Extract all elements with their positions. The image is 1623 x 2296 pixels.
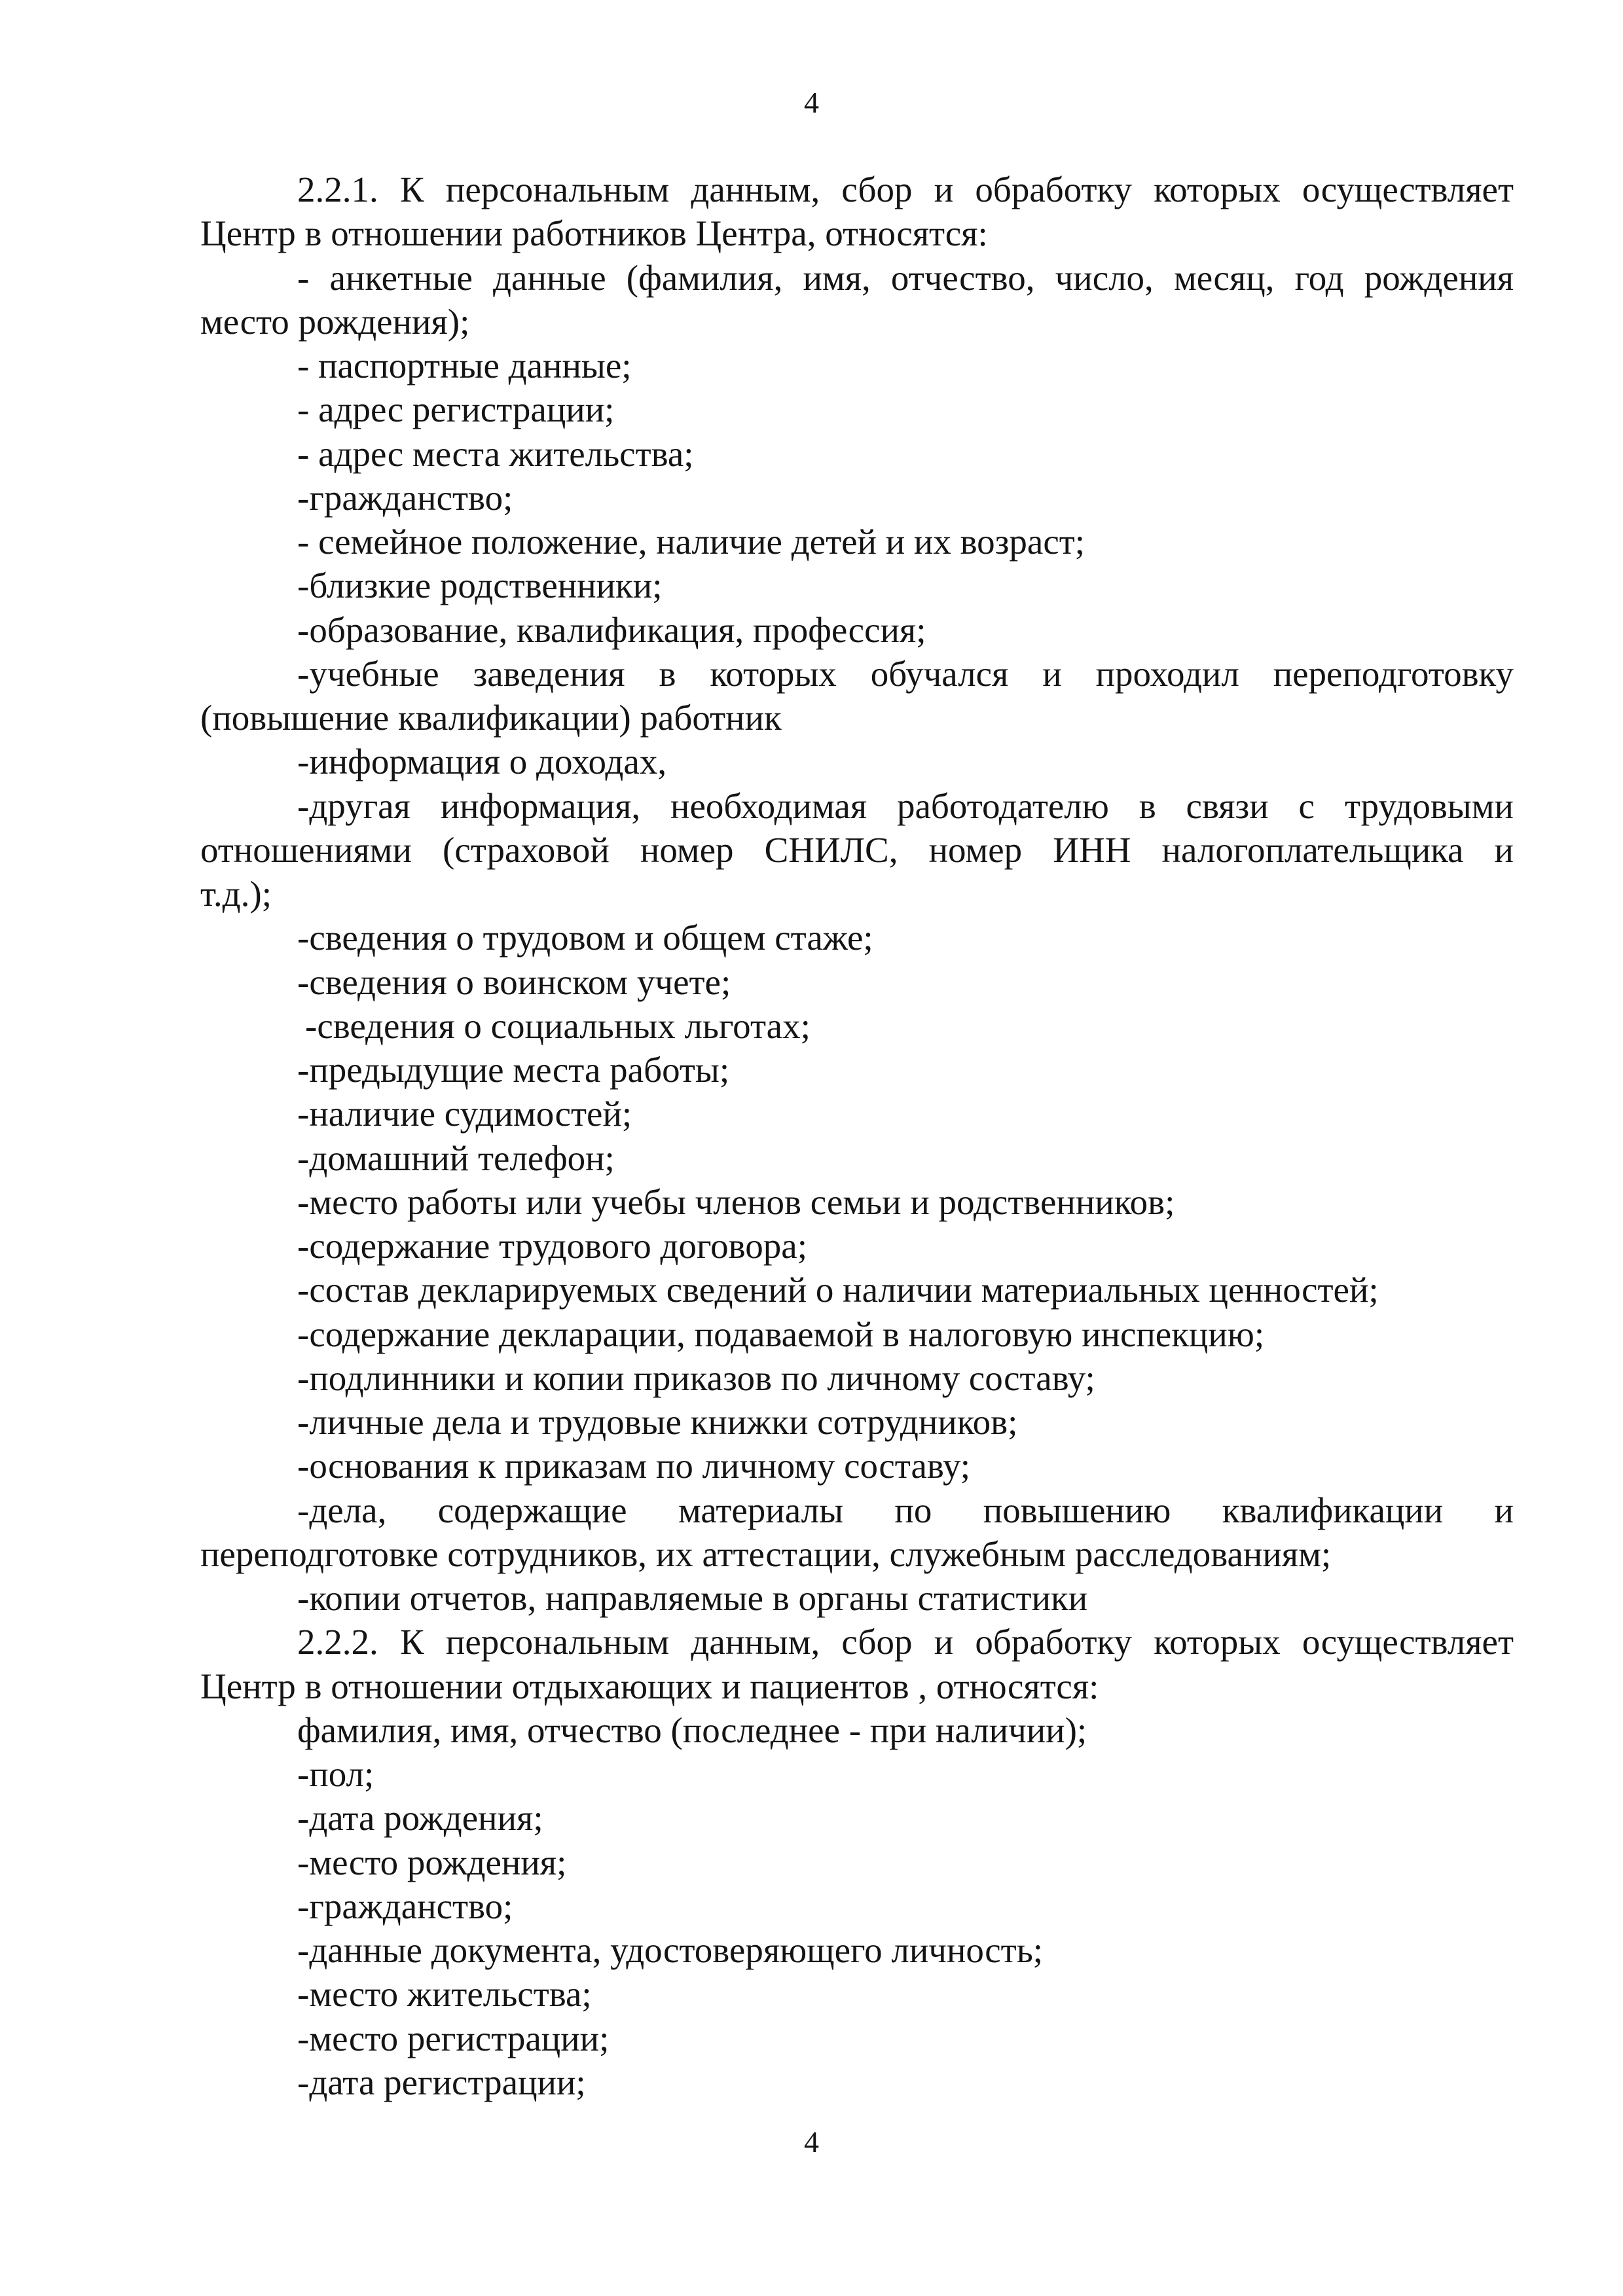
text-line: -содержание трудового договора; [297, 1226, 807, 1266]
text-line: 2.2.2. К персональным данным, сбор и обработку которых осуществляет [297, 1622, 1514, 1662]
text-line: фамилия, имя, отчество (последнее - при наличии); [297, 1710, 1087, 1750]
text-line: -место жительства; [297, 1974, 592, 2015]
text-line: -сведения о социальных льготах; [305, 1005, 811, 1046]
text-line: -личные дела и трудовые книжки сотрудников; [297, 1402, 1018, 1442]
text-line: -место рождения; [297, 1842, 567, 1882]
text-line: -сведения о воинском учете; [297, 961, 731, 1002]
page-number-top: 4 [804, 86, 819, 119]
text-line: -образование, квалификация, профессия; [297, 609, 926, 650]
document-body [200, 168, 1514, 2104]
text-line: -учебные заведения в которых обучался и проходил переподготовку [297, 653, 1514, 694]
text-line: - адрес места жительства; [297, 433, 694, 474]
text-line: - паспортные данные; [297, 346, 632, 386]
text-line: -сведения о трудовом и общем стаже; [297, 918, 873, 958]
text-line: -другая информация, необходимая работодателю в связи с трудовыми [297, 785, 1514, 826]
text-line: -информация о доходах, [297, 742, 667, 782]
text-line: -наличие судимостей; [297, 1094, 632, 1134]
text-line: (повышение квалификации) работник [200, 698, 782, 738]
text-line: отношениями (страховой номер СНИЛС, номер ИНН налогоплательщика и [200, 829, 1514, 870]
text-line: -дата регистрации; [297, 2062, 586, 2102]
text-line: -пол; [297, 1754, 374, 1794]
text-line: - семейное положение, наличие детей и их возраст; [297, 522, 1085, 562]
text-line: переподготовке сотрудников, их аттестации, служебным расследованиям; [200, 1534, 1332, 1574]
text-line: место рождения); [200, 301, 470, 342]
text-line: -дата рождения; [297, 1798, 543, 1839]
text-line: -основания к приказам по личному составу; [297, 1446, 971, 1486]
text-line: -данные документа, удостоверяющего личность; [297, 1930, 1044, 1970]
text-line: -содержание декларации, подаваемой в налоговую инспекцию; [297, 1314, 1265, 1354]
text-line: -близкие родственники; [297, 565, 663, 606]
text-line: -место работы или учебы членов семьи и родственников; [297, 1181, 1175, 1222]
text-line: -место регистрации; [297, 2018, 610, 2058]
text-line: Центр в отношении отдыхающих и пациентов , относятся: [200, 1666, 1099, 1706]
text-line: -дела, содержащие материалы по повышению квалификации и [297, 1490, 1514, 1530]
text-line: -состав декларируемых сведений о наличии материальных ценностей; [297, 1270, 1379, 1310]
text-line: - анкетные данные (фамилия, имя, отчество, число, месяц, год рождения [297, 257, 1514, 298]
text-line: т.д.); [200, 874, 272, 914]
text-line: -гражданство; [297, 1886, 513, 1926]
text-line: -подлинники и копии приказов по личному составу; [297, 1357, 1095, 1398]
text-line: -гражданство; [297, 477, 513, 518]
text-line: -домашний телефон; [297, 1138, 615, 1178]
text-line: 2.2.1. К персональным данным, сбор и обработку которых осуществляет [297, 170, 1514, 209]
text-line: Центр в отношении работников Центра, относятся: [200, 213, 988, 254]
text-line: - адрес регистрации; [297, 389, 615, 430]
text-line: -копии отчетов, направляемые в органы статистики [297, 1578, 1088, 1618]
page-number-bottom: 4 [804, 2125, 819, 2159]
text-line: -предыдущие места работы; [297, 1050, 730, 1090]
